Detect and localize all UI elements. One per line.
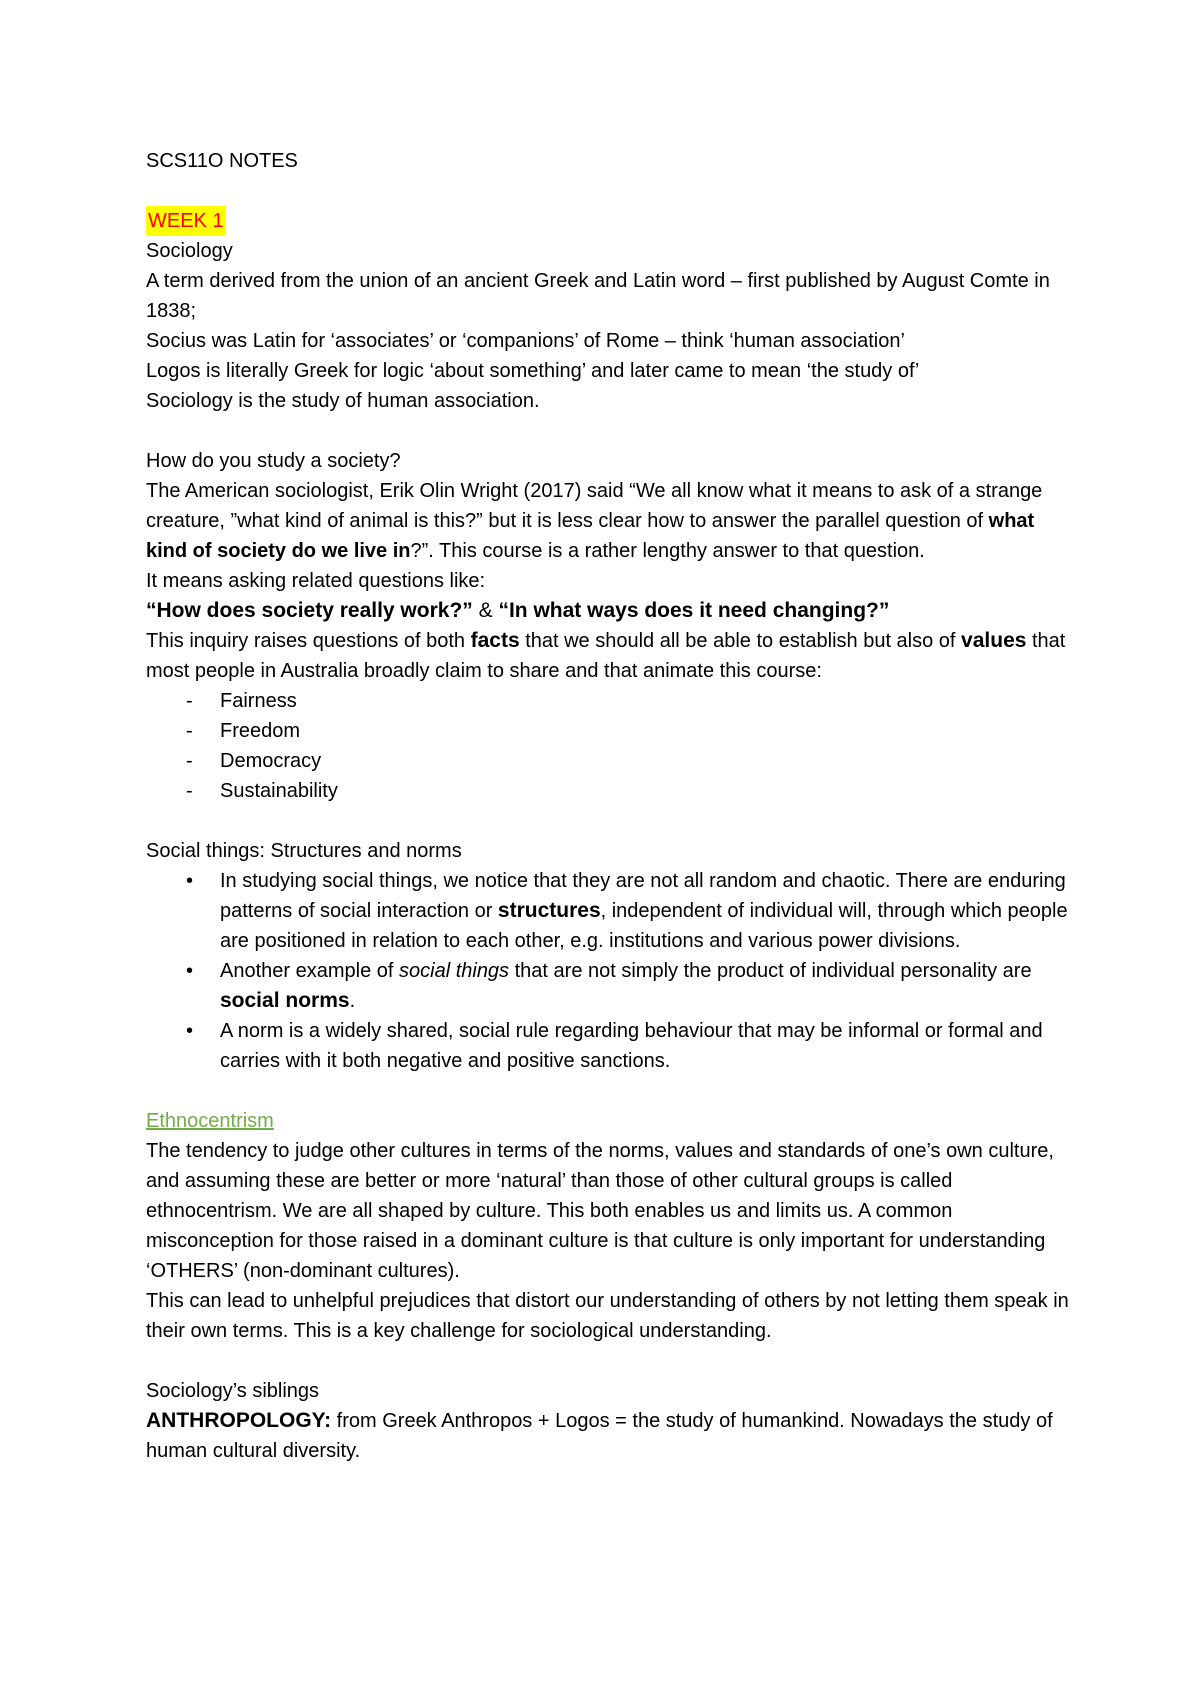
- document-body: [146, 146, 1076, 1466]
- facts-term: facts: [470, 629, 520, 652]
- social-things-heading: Social things: Structures and norms: [146, 840, 462, 862]
- anthropology-term: ANTHROPOLOGY:: [146, 1409, 332, 1432]
- week-label: WEEK 1: [146, 206, 226, 236]
- para-socius: Socius was Latin for ‘associates’ or ‘companions’ of Rome – think ‘human association’: [146, 330, 905, 352]
- sociology-heading: Sociology: [146, 240, 233, 262]
- para-derivation: A term derived from the union of an ancient Greek and Latin word – first published by August Comte in 1838;: [146, 270, 1050, 322]
- document-title: SCS11O NOTES: [146, 150, 298, 172]
- prejudice-paragraph: This can lead to unhelpful prejudices that distort our understanding of others by not letting them speak in their own terms. This is a key challenge for sociological understanding.: [146, 1290, 1069, 1342]
- ethnocentrism-paragraph: The tendency to judge other cultures in terms of the norms, values and standards of one’s own culture, and assuming these are better or more ‘natural’ than those of other cultural groups is called ethnocentrism. We are all shaped by culture. This both enables us and limits us. A common misconception for those raised in a dominant culture is that culture is only important for understanding ‘OTHERS’ (non-dominant cultures).: [146, 1140, 1054, 1282]
- siblings-heading: Sociology’s siblings: [146, 1380, 320, 1402]
- study-heading: How do you study a society?: [146, 450, 401, 472]
- social-norms-term: social norms: [220, 989, 350, 1012]
- key-questions: “How does society really work?” & “In what ways does it need changing?”: [146, 599, 890, 622]
- list-item: - Sustainability: [186, 780, 338, 802]
- social-things-term: social things: [399, 960, 510, 982]
- ethnocentrism-heading: Ethnocentrism: [146, 1110, 274, 1132]
- wright-bold-question: what kind of society do we live in: [146, 510, 1035, 562]
- list-item: - Fairness: [186, 690, 297, 712]
- anthropology-paragraph: ANTHROPOLOGY: from Greek Anthropos + Logos = the study of humankind. Nowadays the study of human cultural diversity.: [146, 1409, 1053, 1462]
- para-logos: Logos is literally Greek for logic ‘about something’ and later came to mean ‘the study of’: [146, 360, 920, 382]
- list-item: • A norm is a widely shared, social rule regarding behaviour that may be informal or formal and carries with it both negative and positive sanctions.: [186, 1020, 1043, 1072]
- inquiry-paragraph: This inquiry raises questions of both facts that we should all be able to establish but also of values that most people in Australia broadly claim to share and that animate this course:: [146, 629, 1066, 682]
- list-item: - Freedom: [186, 720, 301, 742]
- list-item: - Democracy: [186, 750, 322, 772]
- list-item: • Another example of social things that are not simply the product of individual personality are social norms.: [186, 960, 1032, 1012]
- values-list: [146, 686, 1076, 806]
- para-definition: Sociology is the study of human association.: [146, 390, 540, 412]
- related-intro: It means asking related questions like:: [146, 570, 486, 592]
- list-item: • In studying social things, we notice that they are not all random and chaotic. There are enduring patterns of social interaction or structures, independent of individual will, through which people are positioned in relation to each other, e.g. institutions and various power divisions.: [186, 870, 1068, 952]
- week-heading: [146, 206, 1076, 236]
- wright-paragraph: The American sociologist, Erik Olin Wright (2017) said “We all know what it means to ask of a strange creature, ”what kind of animal is this?” but it is less clear how to answer the parallel question of what kind of society do we live in?”. This course is a rather lengthy answer to that question.: [146, 480, 1043, 562]
- values-term: values: [961, 629, 1027, 652]
- social-things-list: [146, 866, 1076, 1076]
- structures-term: structures: [497, 899, 601, 922]
